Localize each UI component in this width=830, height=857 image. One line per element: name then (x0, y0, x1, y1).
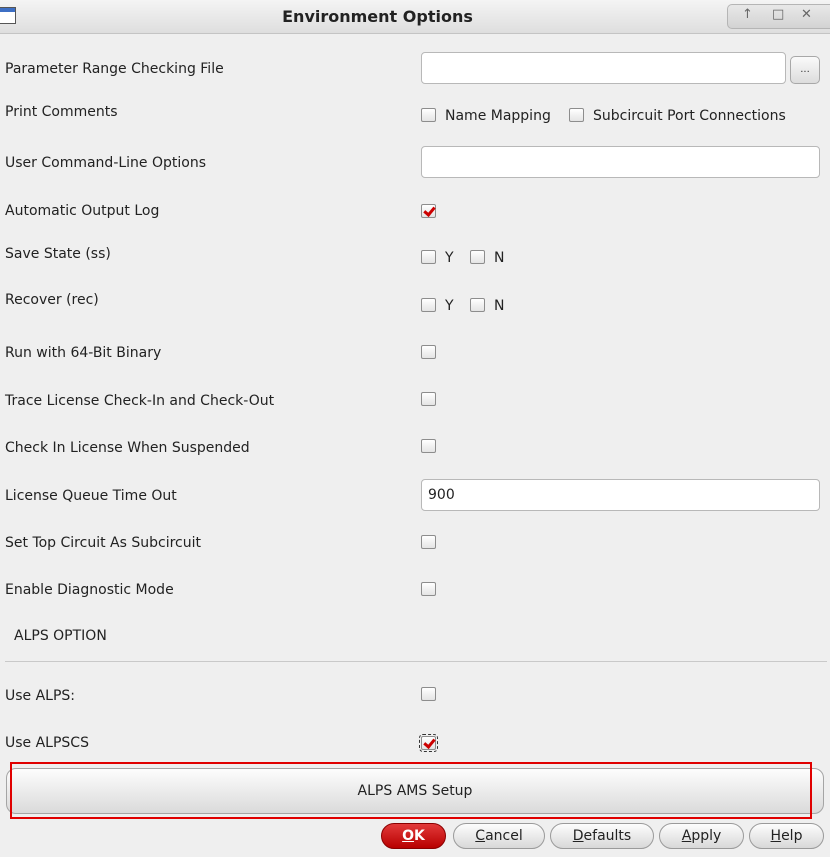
browse-button[interactable]: ... (790, 56, 820, 84)
license-timeout-input[interactable] (421, 479, 820, 511)
subckt-port-connections-checkbox[interactable] (569, 108, 584, 122)
section-divider (5, 661, 827, 662)
save-state-y-label: Y (445, 250, 454, 266)
recover-y-label: Y (445, 298, 454, 314)
save-state-label: Save State (ss) (5, 246, 111, 262)
recover-y-checkbox[interactable] (421, 298, 436, 312)
name-mapping-label: Name Mapping (445, 108, 551, 124)
apply-mnemonic: A (681, 828, 692, 844)
window-controls (727, 4, 830, 29)
maximize-icon[interactable]: □ (772, 7, 785, 22)
help-label-rest: elp (781, 828, 803, 844)
param-range-file-label: Parameter Range Checking File (5, 61, 224, 77)
use-alpscs-label: Use ALPSCS (5, 735, 89, 751)
trace-license-label: Trace License Check-In and Check-Out (5, 393, 275, 409)
cancel-button[interactable] (453, 823, 545, 849)
recover-n-checkbox[interactable] (470, 298, 485, 312)
keep-above-icon[interactable]: ↑ (742, 7, 753, 22)
ok-label-rest: K (414, 828, 425, 844)
save-state-n-checkbox[interactable] (470, 250, 485, 264)
param-range-file-input[interactable] (421, 52, 786, 84)
recover-label: Recover (rec) (5, 292, 99, 308)
auto-output-log-label: Automatic Output Log (5, 203, 160, 219)
window-title: Environment Options (282, 7, 473, 26)
cancel-label-rest: ancel (485, 828, 523, 844)
name-mapping-checkbox[interactable] (421, 108, 436, 122)
defaults-button[interactable] (550, 823, 654, 849)
close-icon[interactable]: ✕ (801, 7, 812, 22)
recover-n-label: N (494, 298, 505, 314)
top-as-subckt-label: Set Top Circuit As Subcircuit (5, 535, 201, 551)
ok-mnemonic: O (402, 828, 415, 844)
defaults-label-rest: efaults (583, 828, 632, 844)
title-bar (0, 0, 830, 34)
checkin-suspended-checkbox[interactable] (421, 439, 436, 453)
help-mnemonic: H (770, 828, 782, 844)
print-comments-label: Print Comments (5, 104, 118, 120)
user-cmd-options-input[interactable] (421, 146, 820, 178)
help-button[interactable] (749, 823, 824, 849)
run-64bit-checkbox[interactable] (421, 345, 436, 359)
apply-label-rest: pply (691, 828, 722, 844)
use-alps-checkbox[interactable] (421, 687, 436, 701)
cancel-mnemonic: C (475, 828, 486, 844)
diagnostic-mode-checkbox[interactable] (421, 582, 436, 596)
run-64bit-label: Run with 64-Bit Binary (5, 345, 162, 361)
license-timeout-label: License Queue Time Out (5, 488, 177, 504)
use-alps-label: Use ALPS: (5, 688, 76, 704)
top-as-subckt-checkbox[interactable] (421, 535, 436, 549)
use-alpscs-checkbox[interactable] (421, 736, 436, 750)
trace-license-checkbox[interactable] (421, 392, 436, 406)
subckt-port-connections-label: Subcircuit Port Connections (593, 108, 786, 124)
user-cmd-options-label: User Command-Line Options (5, 155, 207, 171)
alps-section-title: ALPS OPTION (14, 628, 107, 644)
auto-output-log-checkbox[interactable] (421, 204, 436, 218)
apply-button[interactable] (659, 823, 744, 849)
save-state-y-checkbox[interactable] (421, 250, 436, 264)
checkin-suspended-label: Check In License When Suspended (5, 440, 250, 456)
alps-ams-setup-button[interactable]: ALPS AMS Setup (6, 768, 824, 814)
defaults-mnemonic: D (572, 828, 584, 844)
save-state-n-label: N (494, 250, 505, 266)
ok-button[interactable] (381, 823, 446, 849)
diagnostic-mode-label: Enable Diagnostic Mode (5, 582, 174, 598)
